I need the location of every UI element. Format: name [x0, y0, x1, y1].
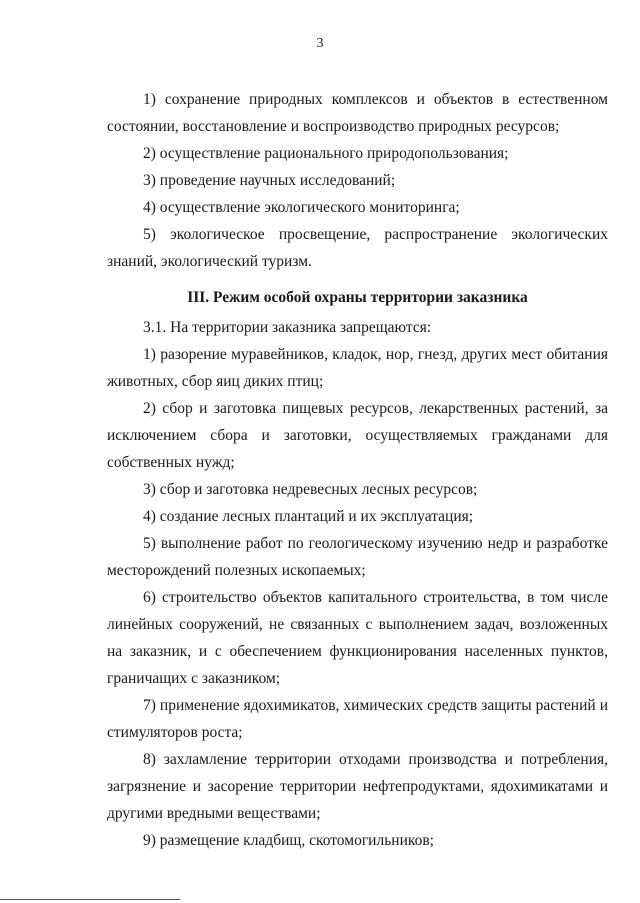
section-intro: 3.1. На территории заказника запрещаются: [143, 319, 432, 336]
prohibition-item-2: 2) сбор и заготовка пищевых ресурсов, лекарственных растений, за исключением сбора и заготовки, осуществляемых гражданами для собственных нужд; [107, 400, 608, 471]
footer-divider [0, 899, 180, 900]
prohibition-item-7: 7) применение ядохимикатов, химических средств защиты растений и стимуляторов роста; [107, 697, 608, 741]
prohibition-item-8: 8) захламление территории отходами производства и потребления, загрязнение и засорение территории нефтепродуктами, ядохимикатами и другими вредными веществами; [107, 751, 608, 822]
section-heading: III. Режим особой охраны территории заказника [187, 289, 528, 306]
prohibition-item-1: 1) разорение муравейников, кладок, нор, гнезд, других мест обитания животных, сбор яиц диких птиц; [107, 346, 608, 390]
prohibition-item-5: 5) выполнение работ по геологическому изучению недр и разработке месторождений полезных ископаемых; [107, 535, 608, 579]
page-number: 3 [316, 36, 324, 51]
prohibition-item-9: 9) размещение кладбищ, скотомогильников; [143, 832, 434, 849]
prohibition-item-4: 4) создание лесных плантаций и их эксплуатация; [143, 508, 474, 525]
prohibition-item-3: 3) сбор и заготовка недревесных лесных ресурсов; [143, 481, 478, 498]
paragraph-goal-2: 2) осуществление рационального природопользования; [143, 145, 509, 162]
paragraph-goal-4: 4) осуществление экологического мониторинга; [143, 199, 460, 216]
paragraph-goal-5: 5) экологическое просвещение, распространение экологических знаний, экологический туризм. [107, 226, 608, 270]
document-body [107, 86, 608, 854]
paragraph-goal-3: 3) проведение научных исследований; [143, 172, 396, 189]
paragraph-goal-1: 1) сохранение природных комплексов и объектов в естественном состоянии, восстановление и воспроизводство природных ресурсов; [107, 91, 608, 135]
prohibition-item-6: 6) строительство объектов капитального строительства, в том числе линейных сооружений, не связанных с выполнением задач, возложенных на заказник, и с обеспечением функционирования населенных пунктов, граничащих с заказником; [107, 589, 608, 687]
